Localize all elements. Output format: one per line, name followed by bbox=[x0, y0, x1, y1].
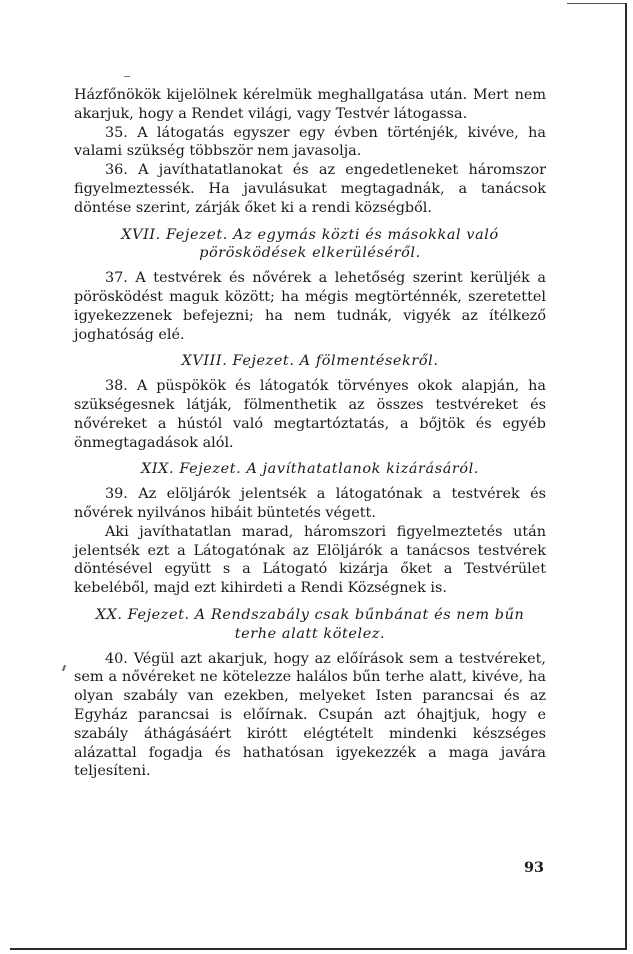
paragraph-39: 39. Az elöljárók jelentsék a látogatónak a testvérek és nővérek nyilvános hibáit büntetés végett. bbox=[74, 486, 546, 521]
chapter-heading-xx: XX. Fejezet. A Rendszabály csak bűnbánat és nem bűn terhe alatt kötelez. bbox=[95, 606, 525, 642]
print-speck bbox=[124, 76, 130, 77]
page-frame-bottom bbox=[10, 948, 627, 950]
paragraph-40: 40. Végül azt akarjuk, hogy az előírások sem a testvéreket, sem a nővéreket ne kötelezze halálos bűn terhe alatt, kivéve, ha olyan szabály van ezekben, melyeket Isten parancsai és az Egyház parancsai is előírnak. Csupán azt óhajtjuk, hogy e szabály áthágásáért kirótt elégtételt mindenki készséges alázattal fogadja és hathatósan igyekezzék a maga javára teljesíteni. bbox=[74, 650, 546, 780]
chapter-heading-xix: XIX. Fejezet. A javíthatatlanok kizárásáról. bbox=[141, 461, 479, 478]
paragraph-38: 38. A püspökök és látogatók törvényes okok alapján, ha szükségesnek látják, fölmenthetik az összes testvéreket és nővéreket a hústól való megtartóztatás, a bőjtök és egyéb önmegtagadások alól. bbox=[74, 378, 546, 451]
paragraph-39-continued: Aki javíthatatlan marad, háromszori figyelmeztetés után jelentsék ezt a Látogatónak az Elöljárók a tanácsos testvérek döntésével együtt s a Látogató kizárja őket a Testvérület kebeléből, majd ezt kihirdeti a Rendi Községnek is. bbox=[74, 523, 546, 597]
paragraph-continuation: Házfőnökök kijelölnek kérelmük meghallgatása után. Mert nem akarjuk, hogy a Rendet világi, vagy Testvér látogassa. bbox=[74, 87, 546, 122]
page-frame-right bbox=[625, 3, 627, 949]
page-number: 93 bbox=[524, 859, 545, 876]
page-frame-top bbox=[567, 3, 627, 4]
chapter-heading-xviii: XVIII. Fejezet. A fölmentésekről. bbox=[181, 353, 439, 370]
page-body bbox=[74, 86, 546, 781]
paragraph-37: 37. A testvérek és nővérek a lehetőség szerint kerüljék a pörösködést maguk között; ha mégis megtörténnék, szeretettel igyekezzenek befejezni; ha nem tudnák, vigyék az ítélkező joghatóság elé. bbox=[74, 270, 546, 343]
paragraph-35: 35. A látogatás egyszer egy évben történjék, kivéve, ha valami szükség többször nem javasolja. bbox=[74, 124, 546, 160]
chapter-heading-xvii: XVII. Fejezet. Az egymás közti és másokkal való pörösködések elkerüléséről. bbox=[121, 226, 499, 262]
print-speck bbox=[62, 665, 66, 671]
paragraph-36: 36. A javíthatatlanokat és az engedetleneket háromszor figyelmeztessék. Ha javulásukat megtagadnák, a tanácsok döntése szerint, zárják őket ki a rendi községből. bbox=[74, 162, 546, 216]
